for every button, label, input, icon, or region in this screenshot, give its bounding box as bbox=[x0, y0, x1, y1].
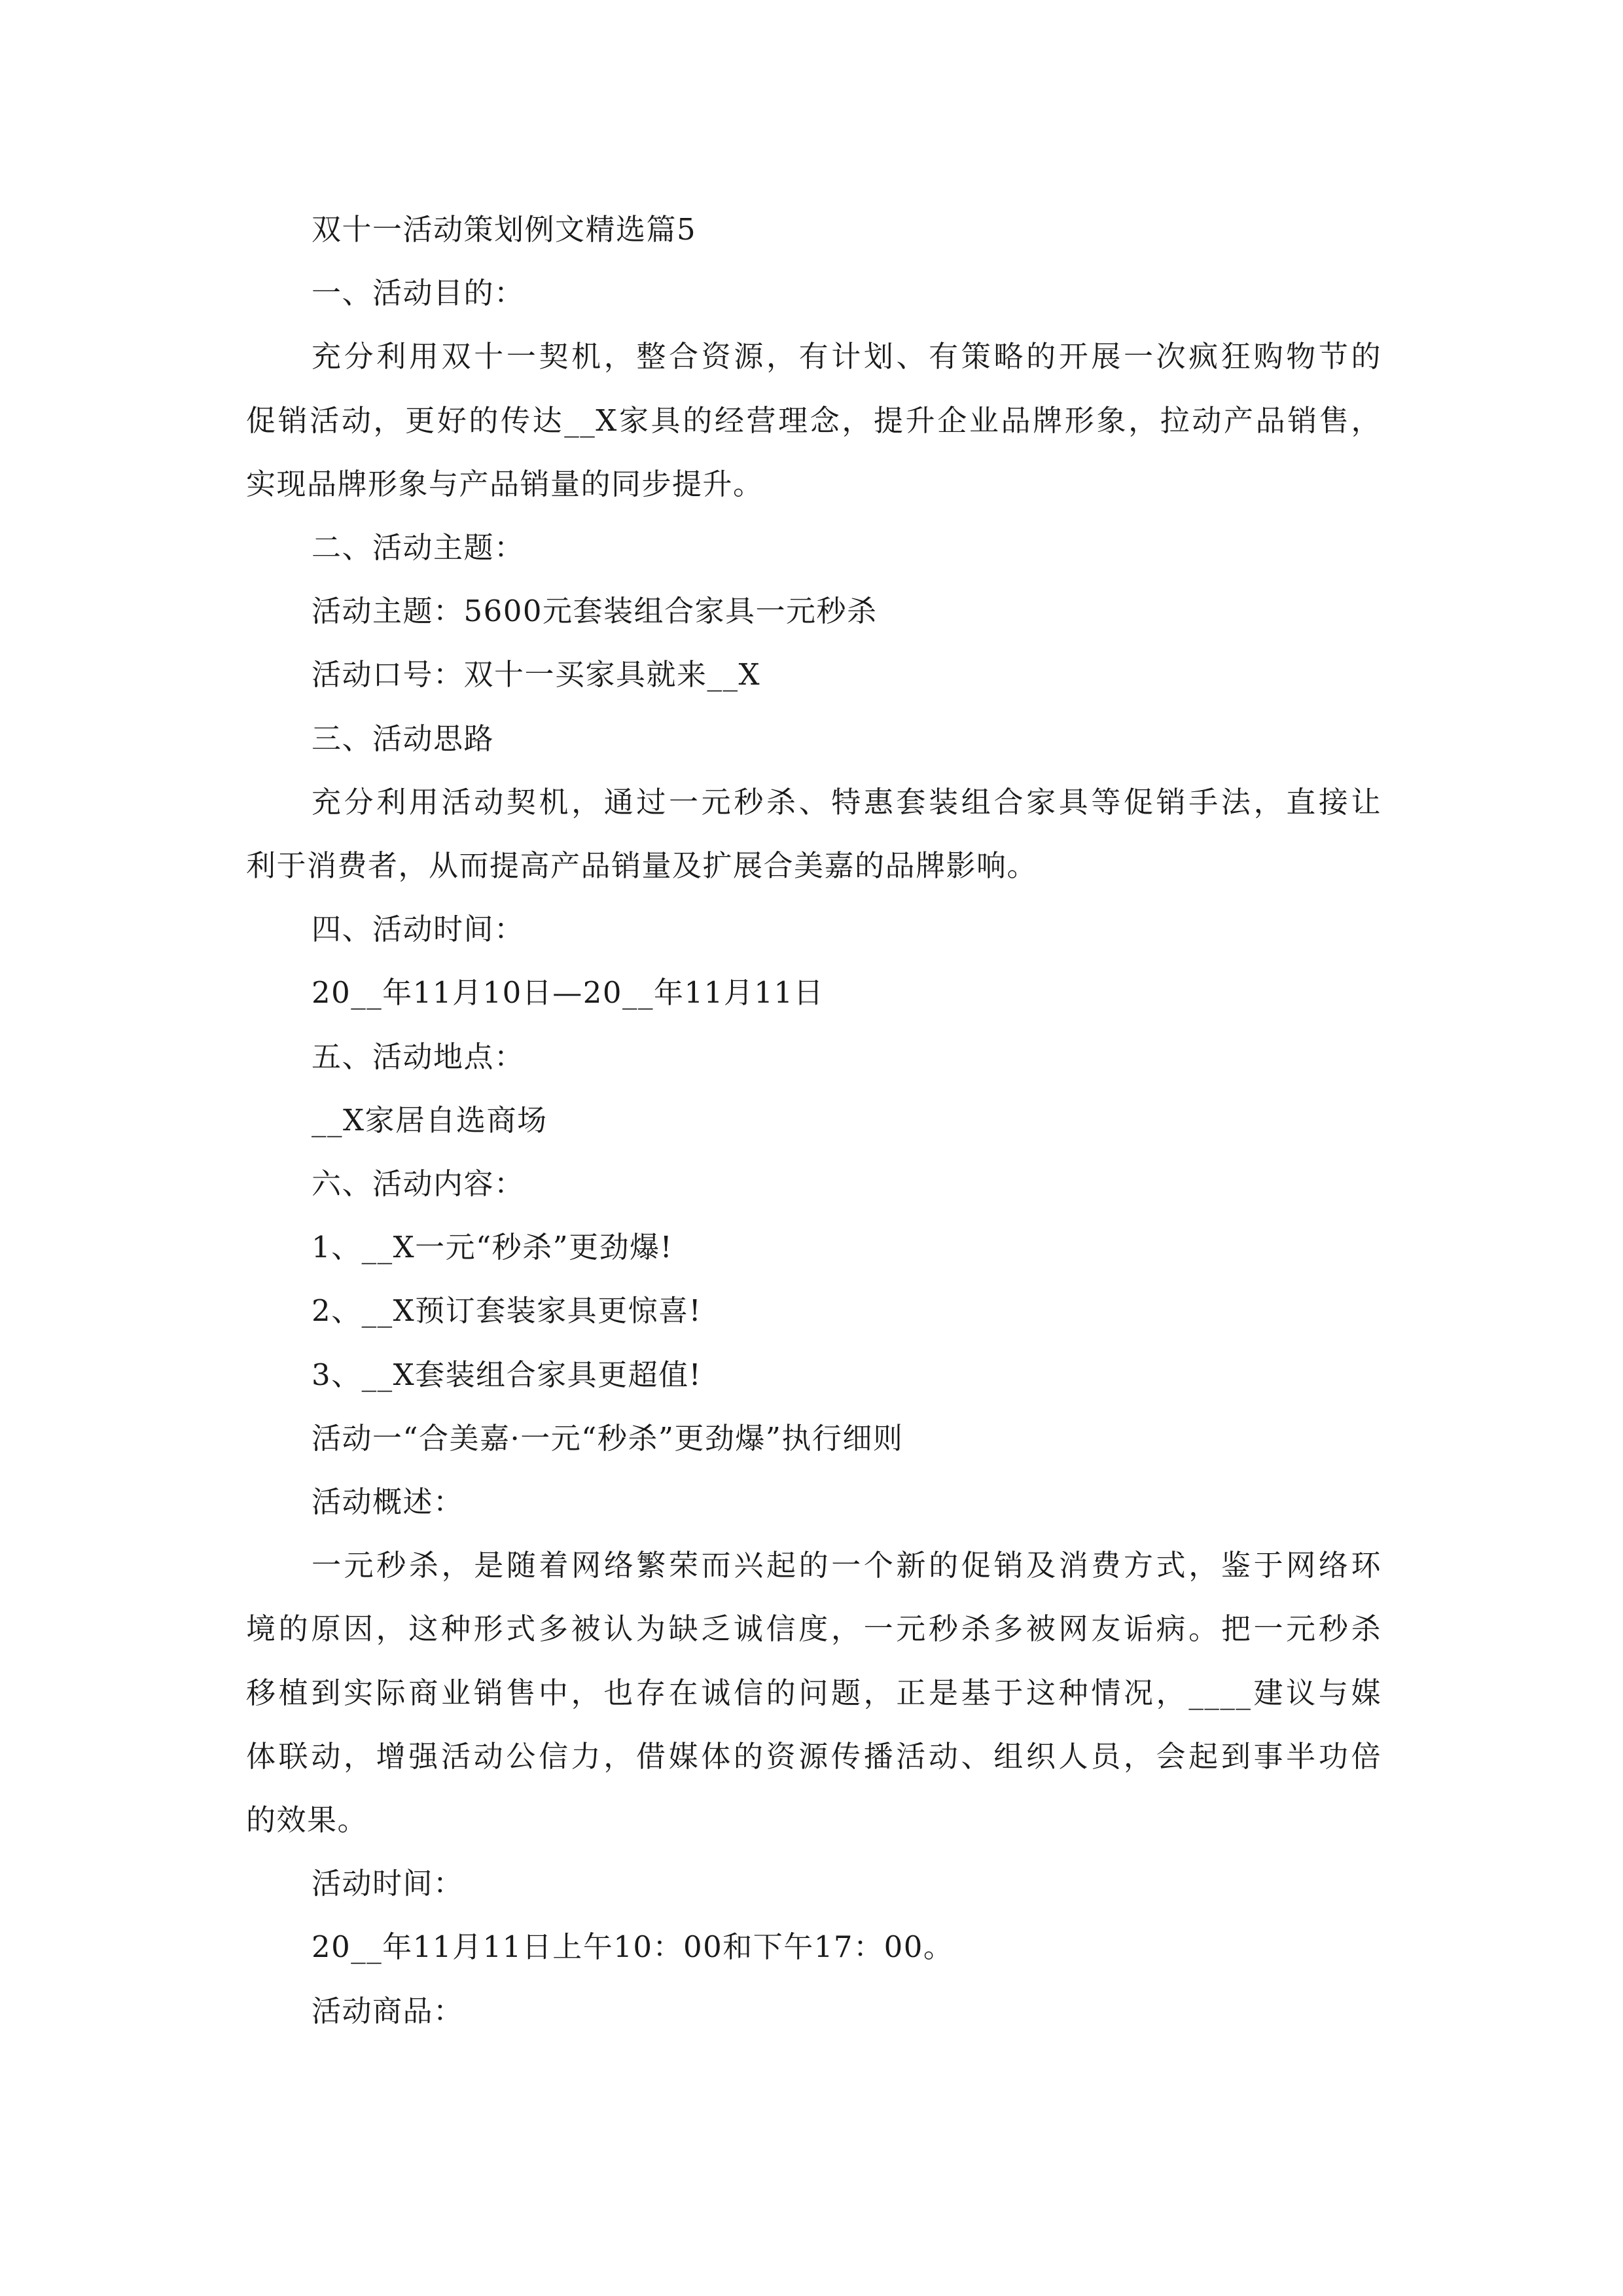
activity-time: 20__年11月11日上午10：00和下午17：00。 bbox=[312, 1929, 954, 1964]
section-heading-theme: 二、活动主题： bbox=[312, 530, 525, 565]
section-heading-time: 四、活动时间： bbox=[312, 912, 525, 946]
time-line: 20__年11月10日—20__年11月11日 bbox=[312, 975, 825, 1010]
paragraph-line: 充分利用双十一契机，整合资源，有计划、有策略的开展一次疯狂购物节的 bbox=[312, 339, 1382, 374]
section-heading-content: 六、活动内容： bbox=[312, 1166, 525, 1201]
activity-time-label: 活动时间： bbox=[312, 1866, 464, 1901]
paragraph-line: 体联动，增强活动公信力，借媒体的资源传播活动、组织人员，会起到事半功倍 bbox=[246, 1739, 1382, 1774]
list-item: 3、__X套装组合家具更超值! bbox=[312, 1357, 702, 1392]
overview-label: 活动概述： bbox=[312, 1484, 464, 1519]
section-heading-purpose: 一、活动目的： bbox=[312, 276, 525, 310]
paragraph-line: 充分利用活动契机，通过一元秒杀、特惠套装组合家具等促销手法，直接让 bbox=[312, 785, 1382, 819]
list-item: 2、__X预订套装家具更惊喜! bbox=[312, 1293, 702, 1328]
activity-heading: 活动一“合美嘉·一元“秒杀”更劲爆”执行细则 bbox=[312, 1421, 904, 1456]
slogan-line: 活动口号：双十一买家具就来__X bbox=[312, 657, 761, 692]
document-title: 双十一活动策划例文精选篇5 bbox=[312, 212, 697, 247]
paragraph-line: 境的原因，这种形式多被认为缺乏诚信度，一元秒杀多被网友诟病。把一元秒杀 bbox=[246, 1611, 1382, 1646]
paragraph-line: 的效果。 bbox=[246, 1803, 368, 1837]
paragraph-line: 移植到实际商业销售中，也存在诚信的问题，正是基于这种情况，____建议与媒 bbox=[246, 1676, 1382, 1710]
paragraph-line: 促销活动，更好的传达__X家具的经营理念，提升企业品牌形象，拉动产品销售， bbox=[246, 403, 1382, 438]
paragraph-line: 利于消费者，从而提高产品销量及扩展合美嘉的品牌影响。 bbox=[246, 848, 1038, 883]
list-item: 1、__X一元“秒杀”更劲爆! bbox=[312, 1230, 673, 1265]
paragraph-line: 实现品牌形象与产品销量的同步提升。 bbox=[246, 467, 764, 501]
theme-line: 活动主题：5600元套装组合家具一元秒杀 bbox=[312, 594, 878, 628]
place-line: __X家居自选商场 bbox=[312, 1103, 548, 1138]
activity-goods-label: 活动商品： bbox=[312, 1994, 464, 2028]
section-heading-approach: 三、活动思路 bbox=[312, 721, 495, 756]
section-heading-place: 五、活动地点： bbox=[312, 1039, 525, 1074]
paragraph-line: 一元秒杀，是随着网络繁荣而兴起的一个新的促销及消费方式，鉴于网络环 bbox=[312, 1548, 1382, 1583]
